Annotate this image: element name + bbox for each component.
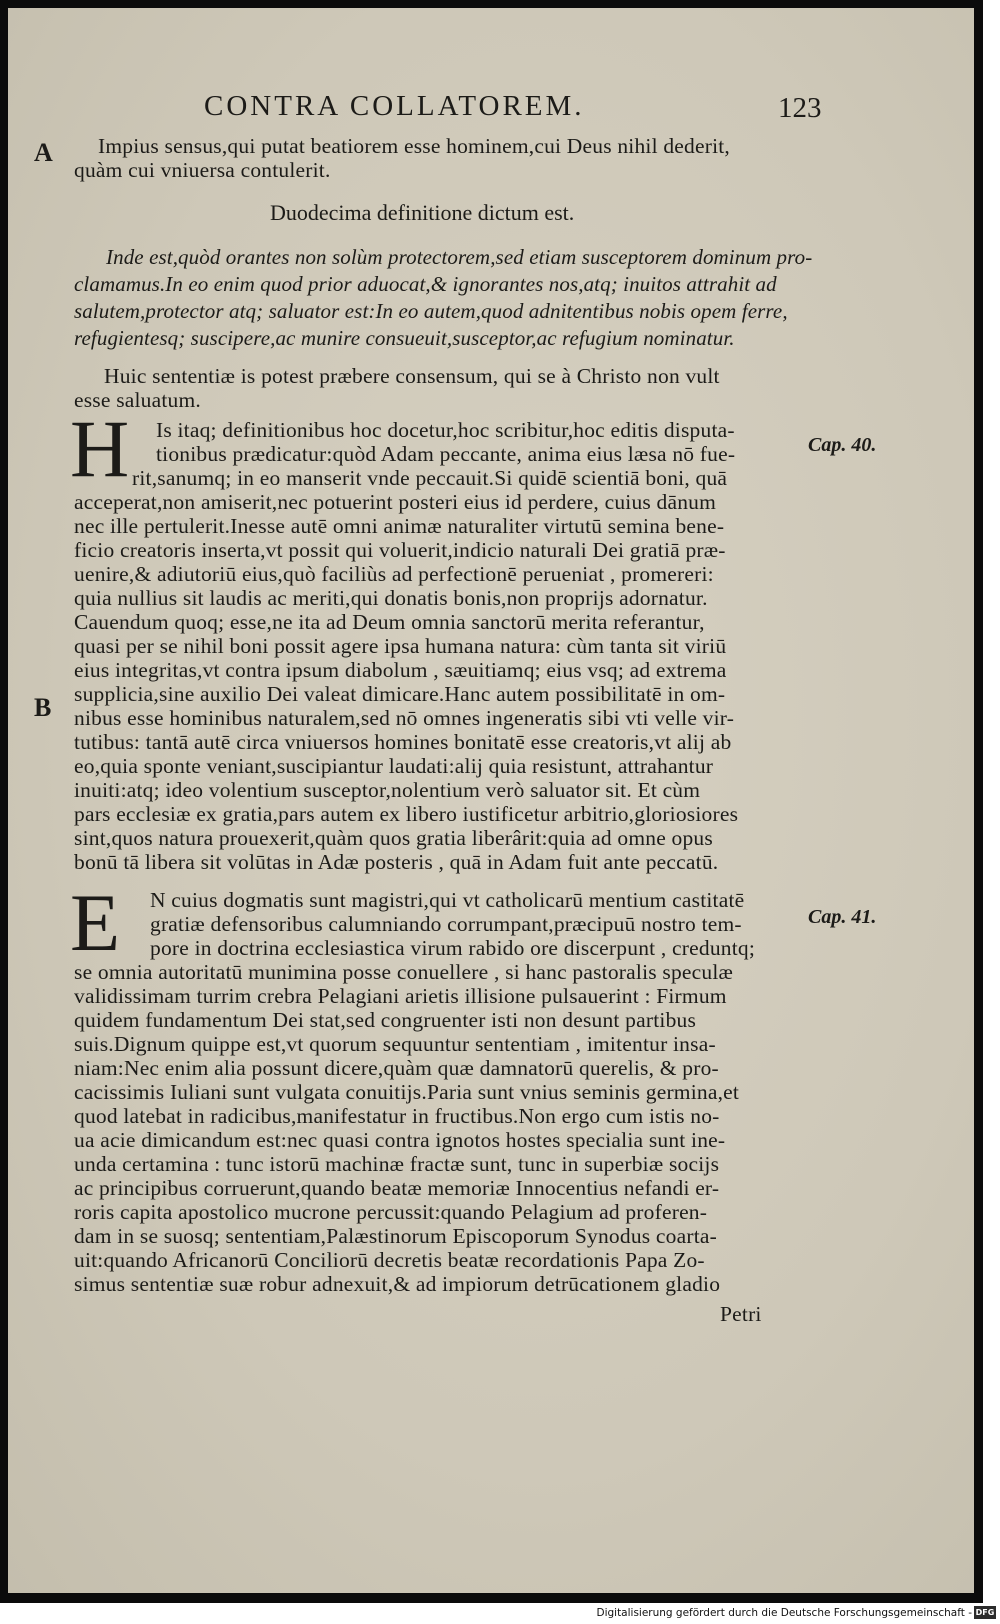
digitization-credit: Digitalisierung gefördert durch die Deutsche Forschungsgemeinschaft -	[596, 1607, 972, 1619]
chapter-41-line: gratiæ defensoribus calumniando corrumpant,præcipuū nostro tem-	[150, 912, 742, 936]
chapter-40-line: supplicia,sine auxilio Dei valeat dimicare.Hanc autem possibilitatē in om-	[74, 682, 726, 706]
side-note-cap-41: Cap. 41.	[808, 906, 877, 928]
chapter-41-line: suis.Dignum quippe est,vt quorum sequuntur sententiam , imitentur insa-	[74, 1032, 716, 1056]
quotation-line: clamamus.In eo enim quod prior aduocat,& ignorantes nos,atq; inuitos attrahit ad	[74, 272, 777, 296]
chapter-40-line: tutibus: tantā autē circa vniuersos homines bonitatē esse creatoris,vt alij ab	[74, 730, 732, 754]
margin-letter-b: B	[34, 693, 52, 722]
quotation-line: salutem,protector atq; saluator est:In eo autem,quod adnitentibus nobis opem ferre,	[74, 299, 788, 323]
chapter-41-line: quod latebat in radicibus,manifestatur in fructibus.Non ergo cum istis no-	[74, 1104, 720, 1128]
definition-heading: Duodecima definitione dictum est.	[270, 200, 575, 225]
chapter-40-line: pars ecclesiæ ex gratia,pars autem ex libero iustificetur arbitrio,gloriosiores	[74, 802, 739, 826]
margin-letter-a: A	[34, 138, 53, 167]
drop-cap-h: H	[70, 403, 130, 494]
chapter-41-line: ua acie dimicandum est:nec quasi contra ignotos hostes specialia sunt ine-	[74, 1128, 726, 1152]
chapter-40-line: rit,sanumq; in eo manserit vnde peccauit.Si quidē scientiā boni, quā	[132, 466, 728, 490]
catchword: Petri	[720, 1302, 762, 1326]
response-line: esse saluatum.	[74, 388, 201, 412]
chapter-40-line: eius integritas,vt contra ipsum diabolum , sæuitiamq; eius vsq; ad extrema	[74, 658, 727, 682]
chapter-41-line: dam in se suosq; sententiam,Palæstinorum Episcoporum Synodus coarta-	[74, 1224, 717, 1248]
chapter-41-line: niam:Nec enim alia possunt dicere,quàm quæ damnatorū querelis, & pro-	[74, 1056, 719, 1080]
chapter-41-line: pore in doctrina ecclesiastica virum rabido ore discerpunt , creduntq;	[150, 936, 756, 960]
quotation-line: Inde est,quòd orantes non solùm protectorem,sed etiam susceptorem dominum pro-	[106, 245, 813, 269]
response-line: Huic sententiæ is potest præbere consensum, qui se à Christo non vult	[104, 364, 720, 388]
drop-cap-e: E	[70, 877, 121, 968]
chapter-41-line: N cuius dogmatis sunt magistri,qui vt catholicarū mentium castitatē	[150, 888, 745, 912]
running-head: CONTRA COLLATOREM.	[204, 90, 585, 122]
chapter-40-line: Is itaq; definitionibus hoc docetur,hoc scribitur,hoc editis disputa-	[156, 418, 735, 442]
chapter-41-line: validissimam turrim crebra Pelagiani arietis illisione pulsauerint : Firmum	[74, 984, 727, 1008]
chapter-40-line: acceperat,non amiserit,nec potuerint posteri eius id perdere, cuius dānum	[74, 490, 717, 514]
dfg-logo: DFG	[975, 1608, 995, 1617]
chapter-40-line: Cauendum quoq; esse,ne ita ad Deum omnia sanctorū merita referantur,	[74, 610, 705, 634]
chapter-40-line: quia nullius sit laudis ac meriti,qui donatis bonis,non proprijs adornatur.	[74, 586, 708, 610]
chapter-40-line: eo,quia sponte veniant,suscipiantur laudati:alij quia resistunt, attrahantur	[74, 754, 714, 778]
chapter-40-line: ficio creatoris inserta,vt possit qui voluerit,indicio naturali Dei gratiā præ-	[74, 538, 726, 562]
chapter-40-line: nibus esse hominibus naturalem,sed nō omnes ingeneratis sibi vti velle vir-	[74, 706, 735, 730]
side-note-cap-40: Cap. 40.	[808, 434, 877, 456]
chapter-40-line: sint,quos natura prouexerit,quàm quos gratia liberârit:quia ad omne opus	[74, 826, 713, 850]
book-page	[8, 8, 974, 1593]
chapter-40-line: uenire,& adiutoriū eius,quò faciliùs ad perfectionē perueniat , promereri:	[74, 562, 714, 586]
chapter-41-line: unda certamina : tunc istorū machinæ fractæ sunt, tunc in superbiæ socijs	[74, 1152, 720, 1176]
chapter-40-line: tionibus prædicatur:quòd Adam peccante, anima eius læsa nō fue-	[156, 442, 736, 466]
chapter-41-line: quidem fundamentum Dei stat,sed congruenter isti non desunt partibus	[74, 1008, 697, 1032]
quotation-line: refugientesq; suscipere,ac munire consueuit,susceptor,ac refugium nominatur.	[74, 326, 735, 350]
chapter-41-line: uit:quando Africanorū Conciliorū decretis beatæ recordationis Papa Zo-	[74, 1248, 705, 1272]
chapter-40-line: bonū tā libera sit volūtas in Adæ posteris , quā in Adam fuit ante peccatū.	[74, 850, 719, 874]
chapter-41-line: cacissimis Iuliani sunt vulgata conuitijs.Paria sunt vnius seminis germina,et	[74, 1080, 740, 1104]
page-number: 123	[778, 92, 822, 124]
chapter-40-line: inuiti:atq; ideo volentium susceptor,nolentium verò saluator sit. Et cùm	[74, 778, 701, 802]
intro-line: quàm cui vniuersa contulerit.	[74, 158, 331, 182]
chapter-41-line: roris capita apostolico mucrone percussit:quando Pelagium ad proferen-	[74, 1200, 708, 1224]
chapter-40-line: nec ille pertulerit.Inesse autē omni animæ naturaliter virtutū semina bene-	[74, 514, 725, 538]
chapter-41-line: ac principibus corruerunt,quando beatæ memoriæ Innocentius nefandi er-	[74, 1176, 720, 1200]
chapter-40-line: quasi per se nihil boni possit agere ipsa humana natura: cùm tanta sit viriū	[74, 634, 727, 658]
intro-line: Impius sensus,qui putat beatiorem esse hominem,cui Deus nihil dederit,	[98, 134, 731, 158]
chapter-41-line: se omnia autoritatū munimina posse conuellere , si hanc pastoralis speculæ	[74, 960, 734, 984]
chapter-41-line: simus sententiæ suæ robur adnexuit,& ad impiorum detrūcationem gladio	[74, 1272, 721, 1296]
